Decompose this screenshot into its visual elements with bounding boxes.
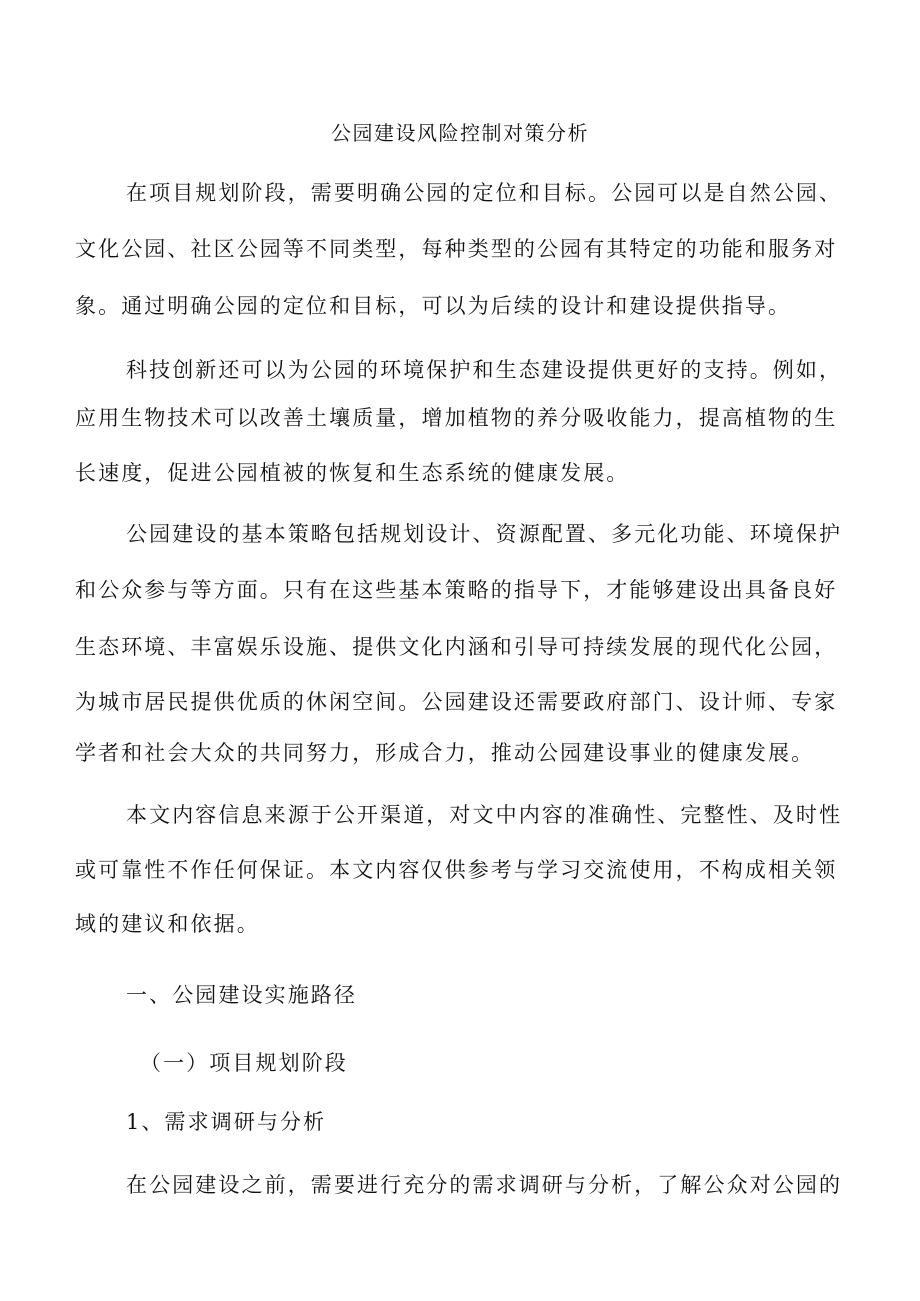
text-line: 公园建设的基本策略包括规划设计、资源配置、多元化功能、环境保护 (126, 522, 843, 546)
text-line: 本文内容信息来源于公开渠道，对文中内容的准确性、完整性、及时性 (126, 803, 843, 827)
text-line: 为城市居民提供优质的休闲空间。公园建设还需要政府部门、设计师、专家 (75, 690, 838, 714)
text-line: 科技创新还可以为公园的环境保护和生态建设提供更好的支持。例如， (126, 358, 843, 382)
text-line: 象。通过明确公园的定位和目标，可以为后续的设计和建设提供指导。 (75, 294, 792, 318)
document-title: 公园建设风险控制对策分析 (331, 121, 589, 145)
text-line: 长速度，促进公园植被的恢复和生态系统的健康发展。 (75, 461, 630, 485)
text-line: 在公园建设之前，需要进行充分的需求调研与分析，了解公众对公园的 (126, 1173, 843, 1197)
text-line: 域的建议和依据。 (75, 912, 260, 936)
text-line: 应用生物技术可以改善土壤质量，增加植物的养分吸收能力，提高植物的生 (75, 406, 838, 430)
text-line: 文化公园、社区公园等不同类型，每种类型的公园有其特定的功能和服务对 (75, 237, 838, 261)
section-heading: 一、公园建设实施路径 (126, 983, 357, 1007)
text-line: 或可靠性不作任何保证。本文内容仅供参考与学习交流使用，不构成相关领 (75, 858, 838, 882)
text-line: 学者和社会大众的共同努力，形成合力，推动公园建设事业的健康发展。 (75, 741, 815, 765)
text-line: 生态环境、丰富娱乐设施、提供文化内涵和引导可持续发展的现代化公园， (75, 635, 838, 659)
subsection-heading: （一）项目规划阶段 (140, 1051, 348, 1075)
item-heading: 1、需求调研与分析 (126, 1110, 327, 1134)
text-line: 和公众参与等方面。只有在这些基本策略的指导下，才能够建设出具备良好 (75, 578, 838, 602)
text-line: 在项目规划阶段，需要明确公园的定位和目标。公园可以是自然公园、 (126, 181, 843, 205)
